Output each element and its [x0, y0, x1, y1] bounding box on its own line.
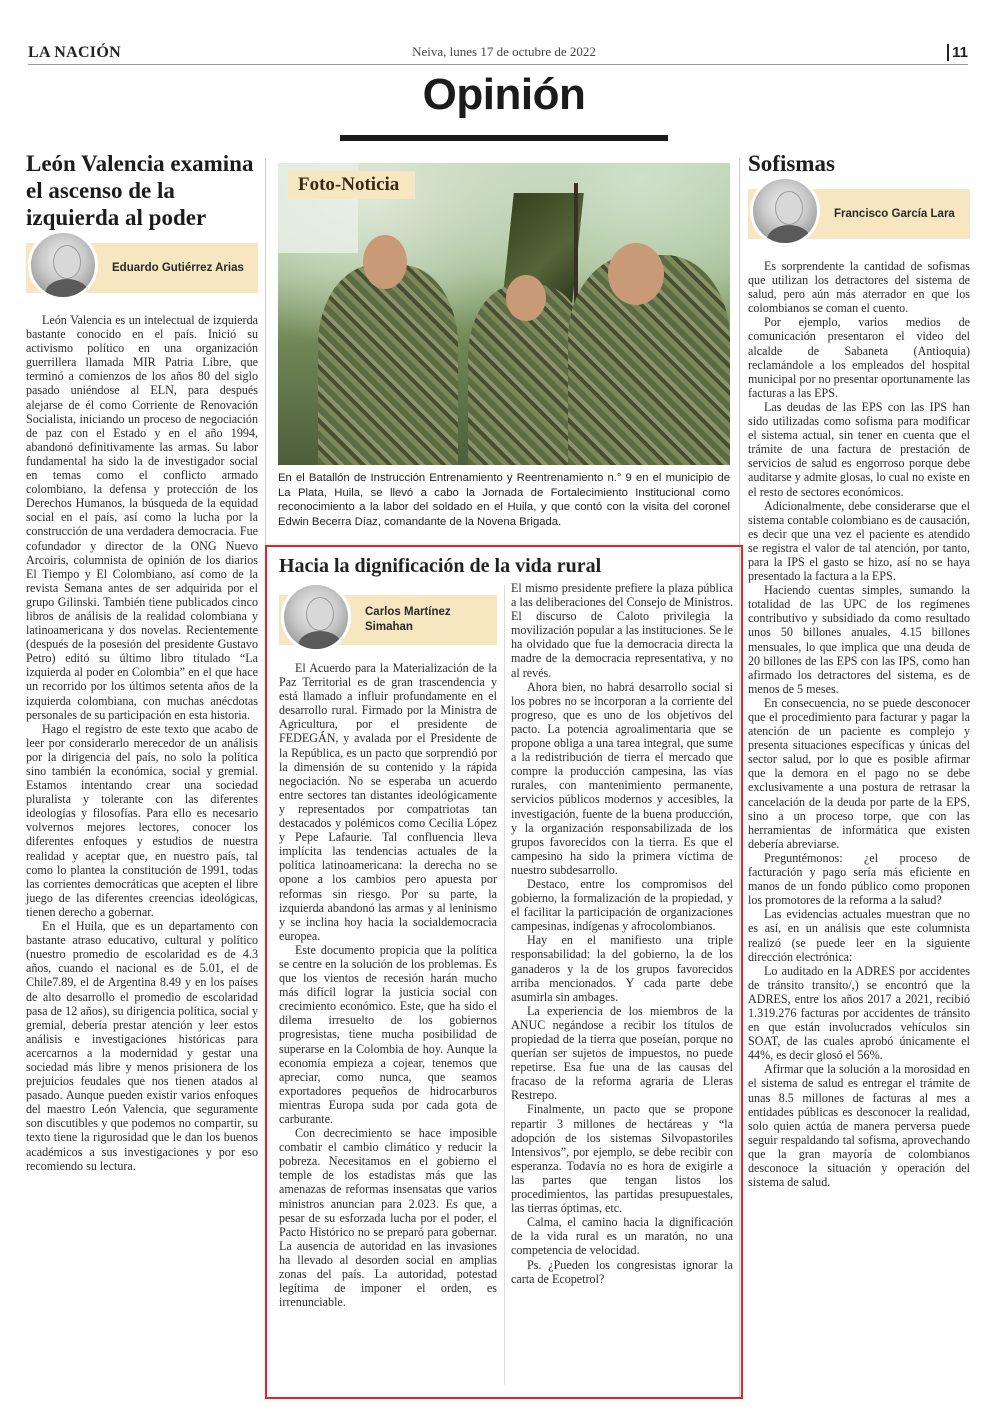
article-body — [26, 313, 258, 1173]
paragraph: El mismo presidente prefiere la plaza pública a las deliberaciones del Consejo de Ministros. El discurso de Caloto privilegia la movilización popular a las instituciones. Se le ha olvidado que fue la democracia directa la madre de la democracia representativa, y no al revés. — [511, 581, 734, 680]
issue-date: Neiva, lunes 17 de octubre de 2022 — [412, 44, 596, 59]
paragraph: Hago el registro de este texto que acabo de leer por considerarlo merecedor de un análisis por la dirigencia del país, no solo la política sino también la económica, social y gremial. Estamos intentando crear una sociedad pluralista y tolerante con las diferentes ideologías y filosofías. Para ello es necesario volvernos mejores lectores, conocer los diferentes enfoques y estudios de nuestra realidad y aceptar que, en nuestro país, tal como lo plantea la constitución de 1991, todas las corrientes democráticas que acepten el libre juego de las diferentes creencias ideológicas, tienen derecho a gobernar. — [26, 721, 258, 919]
column-divider — [504, 585, 505, 1385]
paragraph: Finalmente, un pacto que se propone repartir 3 millones de hectáreas y “la adopción de los sistemas Silvopastoriles Intensivos”, por ejemplo, se debe recibir con esperanza. Todavía no es hora de exigirle a las partes que tengan listos los procedimientos, las partidas presupuestales, las tierras óptimas, etc. — [511, 1102, 733, 1216]
masthead-divider — [28, 64, 968, 65]
author-name: Carlos Martínez Simahan — [365, 606, 451, 633]
featured-article — [265, 545, 743, 1399]
paragraph: Destaco, entre los compromisos del gobierno, la formalización de la propiedad, y el facilitar la participación de organizaciones campesinas, indígenas y afrocolombianos. — [511, 876, 733, 934]
featured-column-left — [279, 585, 497, 1309]
paragraph: Hay en el manifiesto una triple responsabilidad: la del gobierno, la de los ganaderos y la de los grupos favorecidos arriba mencionados. Y cada parte debe asumirla sin ambages. — [511, 933, 733, 1004]
paragraph: Haciendo cuentas simples, sumando la totalidad de las UPC de los regímenes contributivo y subsidiado da como resultado unos 50 billones anuales, 4.15 billones mensuales, lo que implica que una deuda de 20 billones de las EPS con las IPS, como han afirmado los detractores del sistema, es de menos de 5 meses. — [748, 583, 970, 696]
news-photo — [278, 163, 730, 465]
author-photo — [750, 176, 820, 246]
paragraph: Este documento propicia que la política se centre en la solución de los problemas. Es que los vientos de recesión harán mucho más difícil lograr la justicia social con crecimiento económico. Este, que ha sido el dilema irresuelto de los gobiernos progresistas, tiene mucha posibilidad de superarse en la Colombia de hoy. Aunque la economía empieza a cojear, tenemos que apreciar, como nunca, que seamos exportadores pequeños de hidrocarburos mientras Europa suda por cada gota de carburante. — [279, 942, 497, 1126]
photo-caption: En el Batallón de Instrucción Entrenamiento y Reentrenamiento n.° 9 en el municipio de La Plata, Huila, se llevó a cabo la Jornada de Fortalecimiento Institucional como reconocimiento a la labor del soldado en el Huila, y que contó con la visita del coronel Edwin Becerra Díaz, comandante de la Novena Brigada. — [278, 472, 730, 528]
paragraph: Adicionalmente, debe considerarse que el sistema contable colombiano es de causación, es decir que una vez el paciente es atendido se registra el valor de tal atención, por tanto, para la IPS el gasto se hizo, así no se haya presentado la factura a la EPS. — [748, 498, 970, 584]
section-underline — [340, 135, 668, 141]
paragraph: Lo auditado en la ADRES por accidentes de tránsito transito/,) se encontró que la ADRES, entre los años 2017 a 2021, recibió 1.319.276 facturas por accidentes de tránsito en que están involucrados vehículos sin SOAT, de las cuales aprobó únicamente el 44%, es decir glosó el 56%. — [748, 963, 970, 1063]
paragraph: La experiencia de los miembros de la ANUC negándose a recibir los títulos de propiedad de la tierra que poseían, porque no querían ser sujetos de impuestos, no puede repetirse. Esa fue una de las causas del fracaso de la reforma agraria de Lleras Restrepo. — [511, 1003, 733, 1103]
paragraph: Ahora bien, no habrá desarrollo social si los pobres no se incorporan a la corriente del progreso, que es uno de los objetivos del pacto. La potencia agroalimentaria que se propone obliga a una tarea integral, que sume a la redistribución de tierra el mercado que compre la producción campesina, las vías rurales, con mantenimiento permanente, servicios públicos modernos y accesibles, la investigación, fuente de la buena producción, y la organización responsabilizada de los grupos favorecidos con la tierra. Es que el campesino ha sido la primera víctima de nuestro subdesarrollo. — [511, 679, 733, 877]
featured-headline: Hacia la dignificación de la vida rural — [279, 555, 602, 577]
photo-person-face — [363, 235, 407, 289]
section-title: Opinión — [422, 70, 586, 119]
paragraph: Por ejemplo, varios medios de comunicación presentaron el video del alcalde de Sabaneta (Antioquia) reclamándole a los empleados del hospital municipal por no presentar oportunamente las facturas a las EPS. — [748, 315, 970, 400]
paragraph: En el Huila, que es un departamento con bastante atraso educativo, cultural y político (nuestro promedio de escolaridad es de 4.3 años, cuando el nacional es de 5.01, el de Chile7.89, el de Argentina 8.49 y en los países de alto desarrollo el promedio de escolaridad pasa de 12 años), su dirigencia política, social y gremial, debería prestar atención y leer estos análisis e investigaciones históricas para acercarnos a la modernidad y gestar una sociedad más libre y menos prisionera de los prejuicios feudales que nos tienen atados al pasado. Aunque pueden existir varios enfoques del maestro León Valencia, que seguramente son discutibles y que podemos no compartir, su texto tiene la rigurosidad que le dan los buenos académicos a sus investigaciones y por eso recomiendo su lectura. — [26, 919, 258, 1173]
article-body — [748, 259, 970, 1189]
author-photo — [28, 230, 98, 300]
paragraph: Ps. ¿Pueden los congresistas ignorar la carta de Ecopetrol? — [511, 1257, 733, 1286]
author-byline — [279, 595, 497, 645]
article-headline: Sofismas — [748, 151, 835, 176]
photo-news — [278, 163, 730, 529]
author-photo — [281, 582, 351, 652]
photo-person — [318, 265, 458, 465]
paragraph: Las evidencias actuales muestran que no es así, en un análisis que este columnista realizó (se puede leer en la siguiente dirección electrónica: — [748, 907, 970, 964]
paragraph: Afirmar que la solución a la morosidad en el sistema de salud es entregar el trámite de unas 8.5 millones de facturas al mes a entidades públicas es desconocer la realidad, solo quien actúa de manera perversa puede seguir respaldando tal sofisma, aprovechando que la gran mayoría de colombianos desconoce la situación y operación del sistema de salud. — [748, 1062, 970, 1190]
photo-news-label: Foto-Noticia — [288, 171, 415, 199]
paragraph: Con decrecimiento se hace imposible combatir el cambio climático y reducir la pobreza. Necesitamos en el gobierno el temple de los estadistas más que las amenazas de reformas insensatas que varios ministros anuncian para 2.023. Es que, a pesar de su esforzada lucha por el poder, el Pacto Histórico no se preparó para gobernar. La ausencia de autoridad en las invasiones ha llevado al desorden social en amplias zonas del país. La autoridad, potestad legítima de imponer el orden, es irrenunciable. — [279, 1126, 497, 1310]
column-left — [26, 150, 258, 1173]
author-name: Eduardo Gutiérrez Arias — [112, 261, 244, 274]
author-byline — [26, 243, 258, 293]
paragraph: Calma, el camino hacia la dignificación de la vida rural es un maratón, no una competencia de velocidad. — [511, 1215, 733, 1258]
paragraph: En consecuencia, no se puede desconocer que el procedimiento para facturar y pagar la atención de un paciente es complejo y presenta situaciones específicas y únicas del sector salud, por lo que es posible afirmar que la demora en el pago no se debe exclusivamente a una postura de retrasar la cancelación de la deuda por parte de la EPS, sino a un proceso torpe, que con las herramientas de informática que existen debería abreviarse. — [748, 695, 970, 851]
author-byline — [748, 189, 970, 239]
page-number: 11 — [947, 44, 968, 61]
paragraph: Preguntémonos: ¿el proceso de facturación y pago sería más eficiente en manos de un fondo público como proponen los promotores de la reforma a la salud? — [748, 850, 970, 908]
paragraph: León Valencia es un intelectual de izquierda bastante conocido en el país. Inició su activismo político en una organización guerrillera llamada MIR Patria Libre, que terminó a comienzos de los años 80 del siglo pasado uniéndose al ELN, para después alejarse de él como Corriente de Renovación Socialista, iniciando un proceso de negociación de paz con el Estado y en el año 1994, abandonó definitivamente las armas. Su labor fundamental ha sido la de investigador social en temas como el conflicto armado colombiano, la defensa y protección de los Derechos Humanos, la búsqueda de la equidad social en el país, así como la lucha por la construcción de una verdadera democracia. Fue cofundador y director de la ONG Nuevo Arcoiris, columnista de opinión de los diarios El Tiempo y El Colombiano, así como de la revista Semana antes de ser adquirida por el grupo Gilinski. También tiene publicados cinco libros de análisis de la realidad colombiana y latinoamericana y dos novelas. Recientemente (después de la posesión del presidente Gustavo Petro) editó su último libro titulado “La izquierda al poder en Colombia” en el que hace un recorrido por los últimos setenta años de la izquierda colombiana, con muchas anécdotas personales de su participación en esta historia. — [26, 313, 258, 722]
paragraph: Es sorprendente la cantidad de sofismas que utilizan los detractores del sistema de salud, pero aún más aterrador en que los colombianos se coman el cuento. — [748, 259, 970, 316]
article-body — [279, 661, 497, 1309]
paragraph: Las deudas de las EPS con las IPS han sido utilizadas como sofisma para modificar el sistema actual, sin tener en cuenta que el trámite de una factura de prestación de servicios de salud es engorroso porque debe auditarse y admite glosas, lo cual no existe en el resto de sectores económicos. — [748, 399, 970, 499]
featured-column-right — [511, 581, 733, 1286]
newspaper-logo: LA NACIÓN — [28, 44, 121, 61]
author-name: Francisco García Lara — [834, 207, 955, 220]
paragraph: El Acuerdo para la Materialización de la Paz Territorial es de gran trascendencia y está llamado a influir profundamente en el desarrollo rural. Firmado por la Ministra de Agricultura, por el presidente de FEDEGÁN, y avalada por el Presidente de la República, es un pacto que sorprendió por la dimensión de su contenido y la rápida negociación. No se esperaba un acuerdo entre sectores tan distantes ideológicamente y representados por compatriotas tan destacados y polémicos como Cecilia López y Pepe Lafaurie. Tal confluencia lleva implícita las tendencias actuales de la política latinoamericana: la derecha no se opone a los cambios pero apuesta por reformas sin riesgo. Por su parte, la izquierda abandonó las armas y al leninismo y se inclina hoy hacia la socialdemocracia europea. — [279, 661, 497, 943]
article-headline: León Valencia examina el ascenso de la izquierda al poder — [26, 151, 254, 230]
photo-person-face — [506, 275, 546, 321]
photo-person-face — [608, 243, 664, 305]
column-right — [748, 150, 970, 1189]
